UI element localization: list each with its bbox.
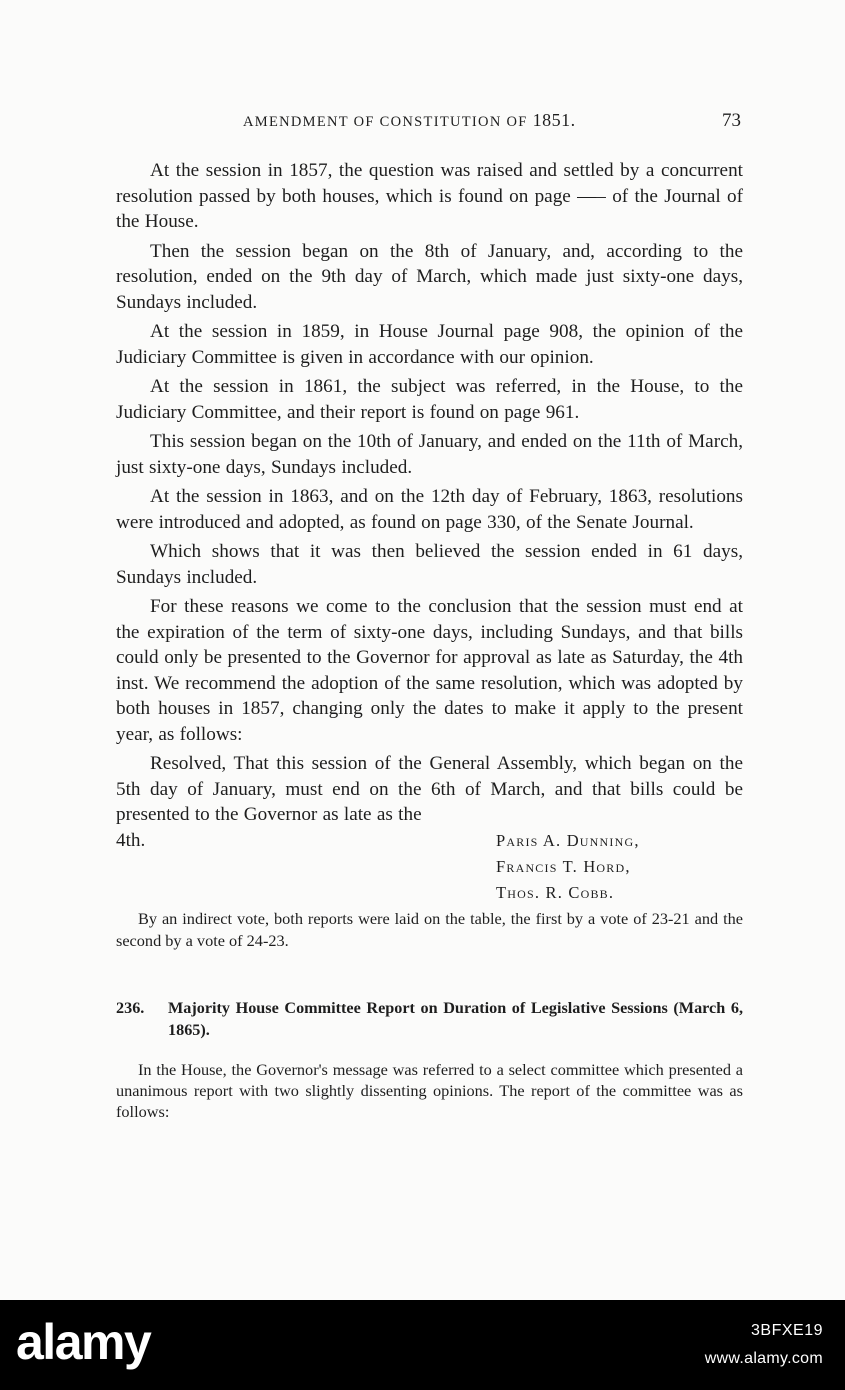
body-paragraph: Then the session began on the 8th of January, and, according to the resolution, ended on the 9th day of March, which made just sixty-one days, Sundays included. xyxy=(116,240,743,313)
running-title-text: AMENDMENT OF CONSTITUTION OF xyxy=(243,114,528,130)
resolution-paragraph: Resolved, That this session of the General Assembly, which began on the 5th day of January, must end on the 6th of March, and that bills could be presented to the Governor as late as the xyxy=(116,753,743,825)
resolution-end-text: 4th. xyxy=(116,829,146,851)
stock-watermark-bar xyxy=(0,1300,845,1390)
section-number: 236. xyxy=(116,998,145,1017)
alamy-logo: alamy xyxy=(16,1314,151,1370)
signature-block xyxy=(496,828,640,906)
vote-note: By an indirect vote, both reports were laid on the table, the first by a vote of 23-21 and the second by a vote of 24-23. xyxy=(116,908,743,950)
running-head xyxy=(116,98,743,138)
running-title xyxy=(243,110,576,131)
running-title-year: 1851. xyxy=(532,110,576,130)
resolution-closing-line xyxy=(116,828,743,902)
body-paragraph: Which shows that it was then believed the session ended in 61 days, Sundays included. xyxy=(116,541,743,588)
body-paragraph: At the session in 1863, and on the 12th day of February, 1863, resolutions were introduced and adopted, as found on page 330, of the Senate Journal. xyxy=(116,486,743,533)
image-id: 3BFXE19 xyxy=(751,1322,823,1339)
page-text-block xyxy=(116,98,743,1138)
body-paragraph: At the session in 1861, the subject was referred, in the House, to the Judiciary Committee, and their report is found on page 961. xyxy=(116,376,743,423)
signature-hord: Francis T. Hord, xyxy=(496,856,631,876)
section-title: Majority House Committee Report on Duration of Legislative Sessions (March 6, 1865). xyxy=(168,998,743,1039)
section-heading xyxy=(116,997,743,1041)
body-paragraph: At the session in 1859, in House Journal page 908, the opinion of the Judiciary Committee is given in accordance with our opinion. xyxy=(116,321,743,368)
section-note: In the House, the Governor's message was referred to a select committee which presented a unanimous report with two slightly dissenting opinions. The report of the committee was as follows: xyxy=(116,1059,743,1121)
body-paragraph: For these reasons we come to the conclusion that the session must end at the expiration of the term of sixty-one days, including Sundays, and that bills could only be presented to the Governor for approval as late as Saturday, the 4th inst. We recommend the adoption of the same resolution, which was adopted by both houses in 1857, changing only the dates to make it apply to the present year, as follows: xyxy=(116,596,743,745)
page-number: 73 xyxy=(722,110,741,131)
signature-cobb: Thos. R. Cobb. xyxy=(496,882,615,902)
body-paragraph: This session began on the 10th of January, and ended on the 11th of March, just sixty-one days, Sundays included. xyxy=(116,431,743,478)
signature-dunning: Paris A. Dunning, xyxy=(496,830,640,850)
site-url: www.alamy.com xyxy=(704,1350,823,1367)
body-paragraph: At the session in 1857, the question was raised and settled by a concurrent resolution passed by both houses, which is found on page —– of the Journal of the House. xyxy=(116,160,743,232)
